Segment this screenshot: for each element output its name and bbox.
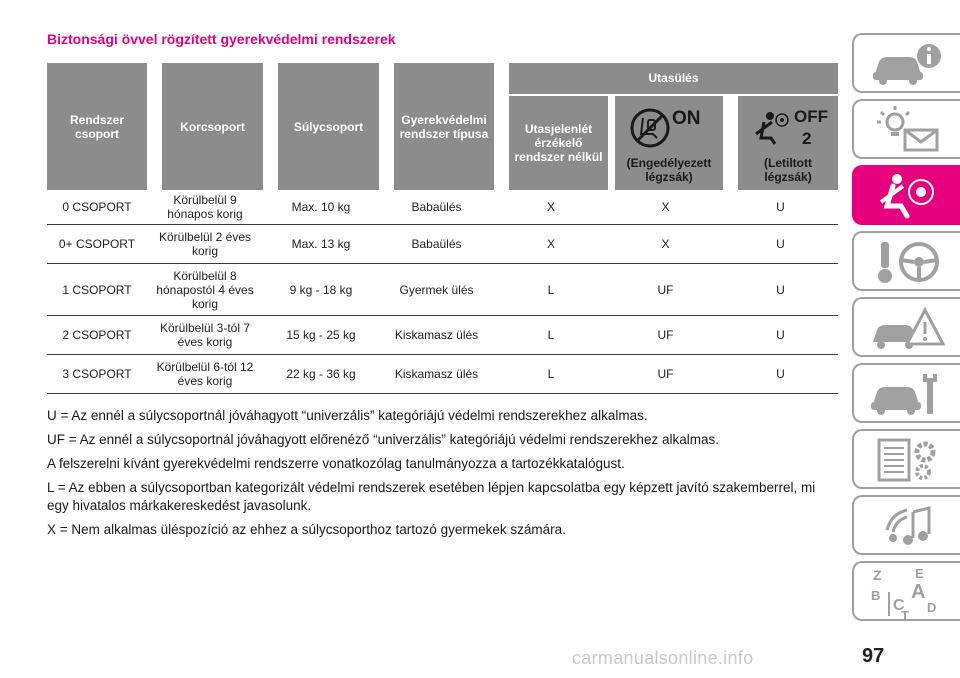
cell-off: U [723, 225, 838, 264]
note-u: U = Az ennél a súlycsoportnál jóváhagyott “univerzális” kategóriájú védelmi rendszerekhez alkalmas. [47, 408, 648, 423]
svg-text:D: D [927, 600, 937, 615]
cell-kor: Körülbelül 3-tól 7 éves korig [147, 316, 263, 355]
tab-warning-lights[interactable] [852, 99, 960, 159]
header-tipus: Gyerekvédelmi rendszer típusa [379, 63, 494, 190]
cell-off: U [723, 355, 838, 394]
svg-text:Z: Z [873, 567, 882, 583]
table-row [47, 355, 838, 394]
note-uf: UF = Az ennél a súlycsoportnál jóváhagyott előrenéző “univerzális” kategóriájú védelmi rendszerekhez alkalmas. [47, 432, 719, 447]
cell-off: U [723, 190, 838, 225]
cell-kor: Körülbelül 9 hónapos korig [147, 190, 263, 225]
cell-suly: 9 kg - 18 kg [263, 264, 379, 316]
cell-csoport: 0+ CSOPORT [47, 225, 147, 264]
table-row [47, 316, 838, 355]
cell-nelkul: X [494, 190, 608, 225]
svg-text:E: E [915, 566, 924, 581]
airbag-on-icon [617, 104, 727, 150]
svg-text:B: B [871, 588, 881, 603]
tab-multimedia[interactable] [852, 495, 960, 555]
cell-on: UF [608, 316, 723, 355]
note-catalog: A felszerelni kívánt gyerekvédelmi rendszerre vonatkozólag tanulmányozza a tartozékkatalógust. [47, 456, 625, 471]
airbag-off-label: (Letiltott légzsák) [764, 156, 812, 184]
tab-starting-driving[interactable] [852, 231, 960, 291]
cell-suly: Max. 10 kg [263, 190, 379, 225]
header-rendszer-csoport: Rendszer csoport [47, 63, 147, 190]
airbag-off-icon [740, 104, 850, 150]
cell-tipus: Kiskamasz ülés [379, 355, 494, 394]
svg-text:C: C [893, 597, 905, 614]
off-number: 2 [802, 129, 812, 148]
cell-off: U [723, 264, 838, 316]
legend-notes [47, 407, 837, 545]
cell-suly: Max. 13 kg [263, 225, 379, 264]
steering-key-icon [867, 236, 947, 286]
tab-maintenance[interactable] [852, 363, 960, 423]
cell-nelkul: L [494, 316, 608, 355]
crash-warning-icon [867, 302, 947, 352]
page-number: 97 [862, 645, 885, 667]
car-tools-icon [867, 368, 947, 418]
off-badge: OFF [794, 107, 828, 126]
cell-on: UF [608, 355, 723, 394]
note-l: L = Az ebben a súlycsoportban kategorizált védelmi rendszerek esetében lépjen kapcsolatba egy képzett javító szakemberrel, mi egy hivatalos márkakereskedést javasolunk. [47, 480, 816, 513]
multimedia-icon [867, 500, 947, 550]
header-airbag-on [608, 96, 723, 190]
svg-text:A: A [911, 581, 926, 603]
cell-csoport: 3 CSOPORT [47, 355, 147, 394]
header-sulycsoport: Súlycsoport [263, 63, 379, 190]
cell-kor: Körülbelül 2 éves korig [147, 225, 263, 264]
cell-on: X [608, 225, 723, 264]
cell-off: U [723, 316, 838, 355]
table-row [47, 190, 838, 225]
cell-nelkul: L [494, 264, 608, 316]
watermark: carmanualsonline.info [572, 648, 754, 668]
header-korcsoport: Korcsoport [147, 63, 263, 190]
tab-safety[interactable] [852, 165, 960, 225]
cell-csoport: 0 CSOPORT [47, 190, 147, 225]
cell-tipus: Babaülés [379, 225, 494, 264]
child-restraint-table [47, 63, 838, 394]
tab-index[interactable] [852, 561, 960, 621]
car-info-icon [867, 38, 947, 88]
svg-text:T: T [901, 608, 909, 620]
specs-gear-icon [867, 434, 947, 484]
cell-csoport: 2 CSOPORT [47, 316, 147, 355]
note-x: X = Nem alkalmas üléspozíció az ehhez a súlycsoporthoz tartozó gyermekek számára. [47, 522, 566, 537]
cell-tipus: Gyermek ülés [379, 264, 494, 316]
page-title: Biztonsági övvel rögzített gyerekvédelmi rendszerek [47, 31, 396, 47]
header-airbag-off [723, 96, 838, 190]
tab-technical-data[interactable] [852, 429, 960, 489]
cell-on: X [608, 190, 723, 225]
tab-car-info[interactable] [852, 33, 960, 93]
cell-nelkul: L [494, 355, 608, 394]
airbag-on-label: (Engedélyezett légzsák) [626, 156, 712, 184]
on-badge: ON [672, 108, 701, 129]
table-row [47, 225, 838, 264]
cell-nelkul: X [494, 225, 608, 264]
cell-kor: Körülbelül 8 hónapostól 4 éves korig [147, 264, 263, 316]
cell-tipus: Kiskamasz ülés [379, 316, 494, 355]
warning-light-icon [867, 104, 947, 154]
cell-kor: Körülbelül 6-tól 12 éves korig [147, 355, 263, 394]
index-letters-icon [867, 562, 947, 620]
table-row [47, 264, 838, 316]
tab-emergency[interactable] [852, 297, 960, 357]
header-utasjelenlet: Utasjelenlét érzékelő rendszer nélkül [494, 96, 608, 190]
seat-airbag-icon [867, 170, 947, 220]
cell-on: UF [608, 264, 723, 316]
cell-tipus: Babaülés [379, 190, 494, 225]
cell-suly: 22 kg - 36 kg [263, 355, 379, 394]
header-utasules: Utasülés [494, 63, 838, 96]
cell-csoport: 1 CSOPORT [47, 264, 147, 316]
cell-suly: 15 kg - 25 kg [263, 316, 379, 355]
